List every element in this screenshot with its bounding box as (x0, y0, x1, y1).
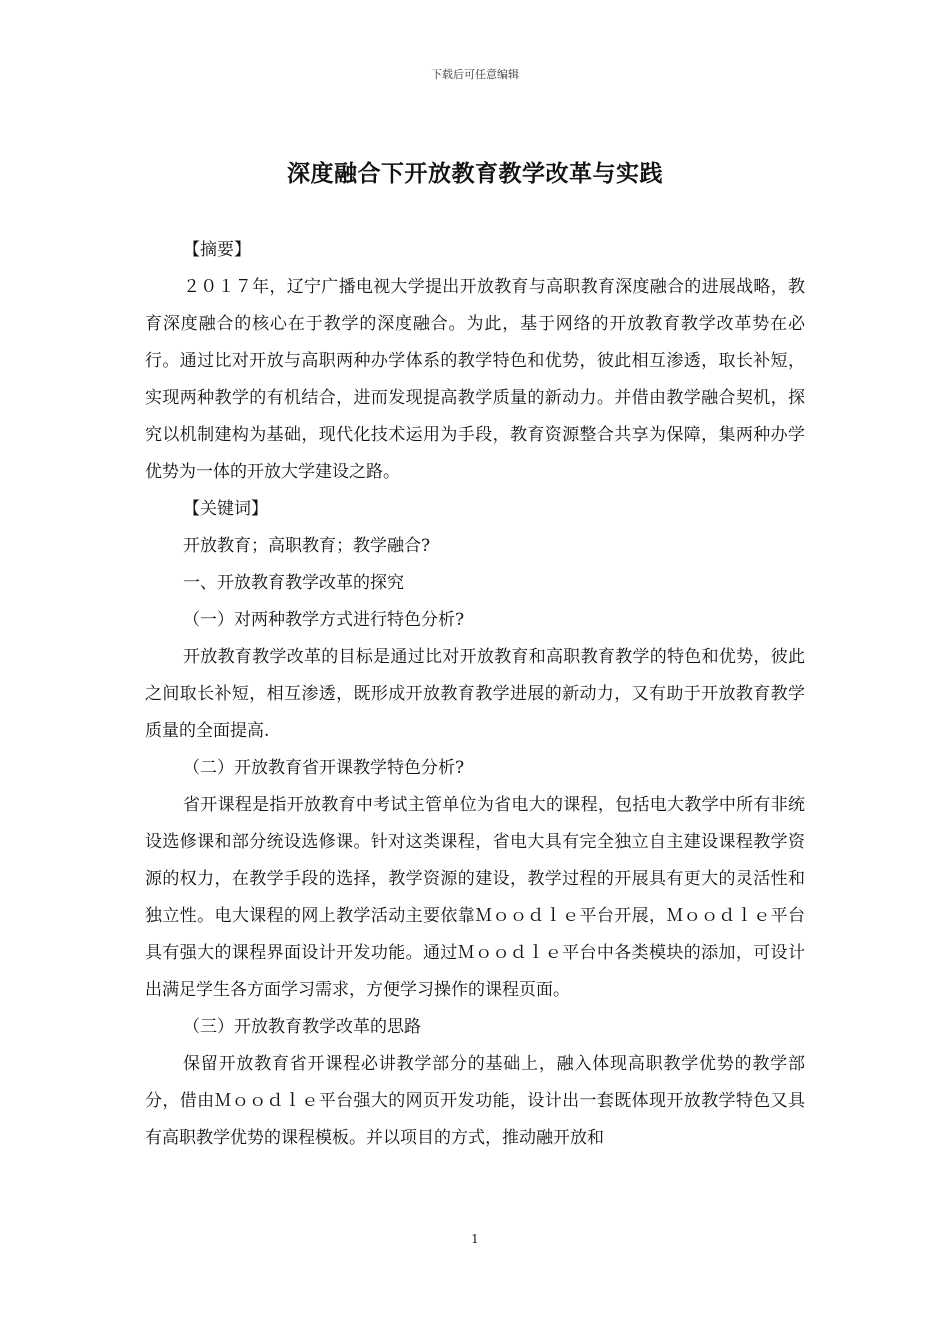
body-paragraph-3: 保留开放教育省开课程必讲教学部分的基础上，融入体现高职教学优势的教学部分，借由Ｍｏｏｄｌｅ平台强大的网页开发功能，设计出一套既体现开放教学特色又具有高职教学优势的课程模板。并以项目的方式，推动融开放和 (145, 1054, 805, 1148)
keywords-text: 开放教育；高职教育；教学融合? (183, 536, 431, 556)
keywords-heading: 【关键词】 (183, 499, 268, 519)
document-title: 深度融合下开放教育教学改革与实践 (287, 160, 663, 187)
page-number: 1 (471, 1232, 479, 1246)
subsection-heading-2: （二）开放教育省开课教学特色分析? (183, 758, 465, 778)
subsection-heading-3: （三）开放教育教学改革的思路 (183, 1017, 421, 1037)
document-body (145, 232, 805, 1157)
header-note: 下载后可任意编辑 (431, 68, 519, 81)
body-paragraph-1: 开放教育教学改革的目标是通过比对开放教育和高职教育教学的特色和优势，彼此之间取长补短，相互渗透，既形成开放教育教学进展的新动力，又有助于开放教育教学质量的全面提高. (145, 647, 805, 741)
section-heading-1: 一、开放教育教学改革的探究 (183, 573, 404, 593)
abstract-paragraph: ２０１７年，辽宁广播电视大学提出开放教育与高职教育深度融合的进展战略，教育深度融合的核心在于教学的深度融合。为此，基于网络的开放教育教学改革势在必行。通过比对开放与高职两种办学体系的教学特色和优势，彼此相互渗透，取长补短，实现两种教学的有机结合，进而发现提高教学质量的新动力。并借由教学融合契机，探究以机制建构为基础，现代化技术运用为手段，教育资源整合共享为保障，集两种办学优势为一体的开放大学建设之路。 (145, 277, 805, 482)
abstract-heading: 【摘要】 (183, 240, 251, 260)
subsection-heading-1: （一）对两种教学方式进行特色分析? (183, 610, 465, 630)
body-paragraph-2: 省开课程是指开放教育中考试主管单位为省电大的课程，包括电大教学中所有非统设选修课和部分统设选修课。针对这类课程，省电大具有完全独立自主建设课程教学资源的权力，在教学手段的选择，教学资源的建设，教学过程的开展具有更大的灵活性和独立性。电大课程的网上教学活动主要依靠Ｍｏｏｄｌｅ平台开展，Ｍｏｏｄｌｅ平台具有强大的课程界面设计开发功能。通过Ｍｏｏｄｌｅ平台中各类模块的添加，可设计出满足学生各方面学习需求，方便学习操作的课程页面。 (145, 795, 805, 1000)
